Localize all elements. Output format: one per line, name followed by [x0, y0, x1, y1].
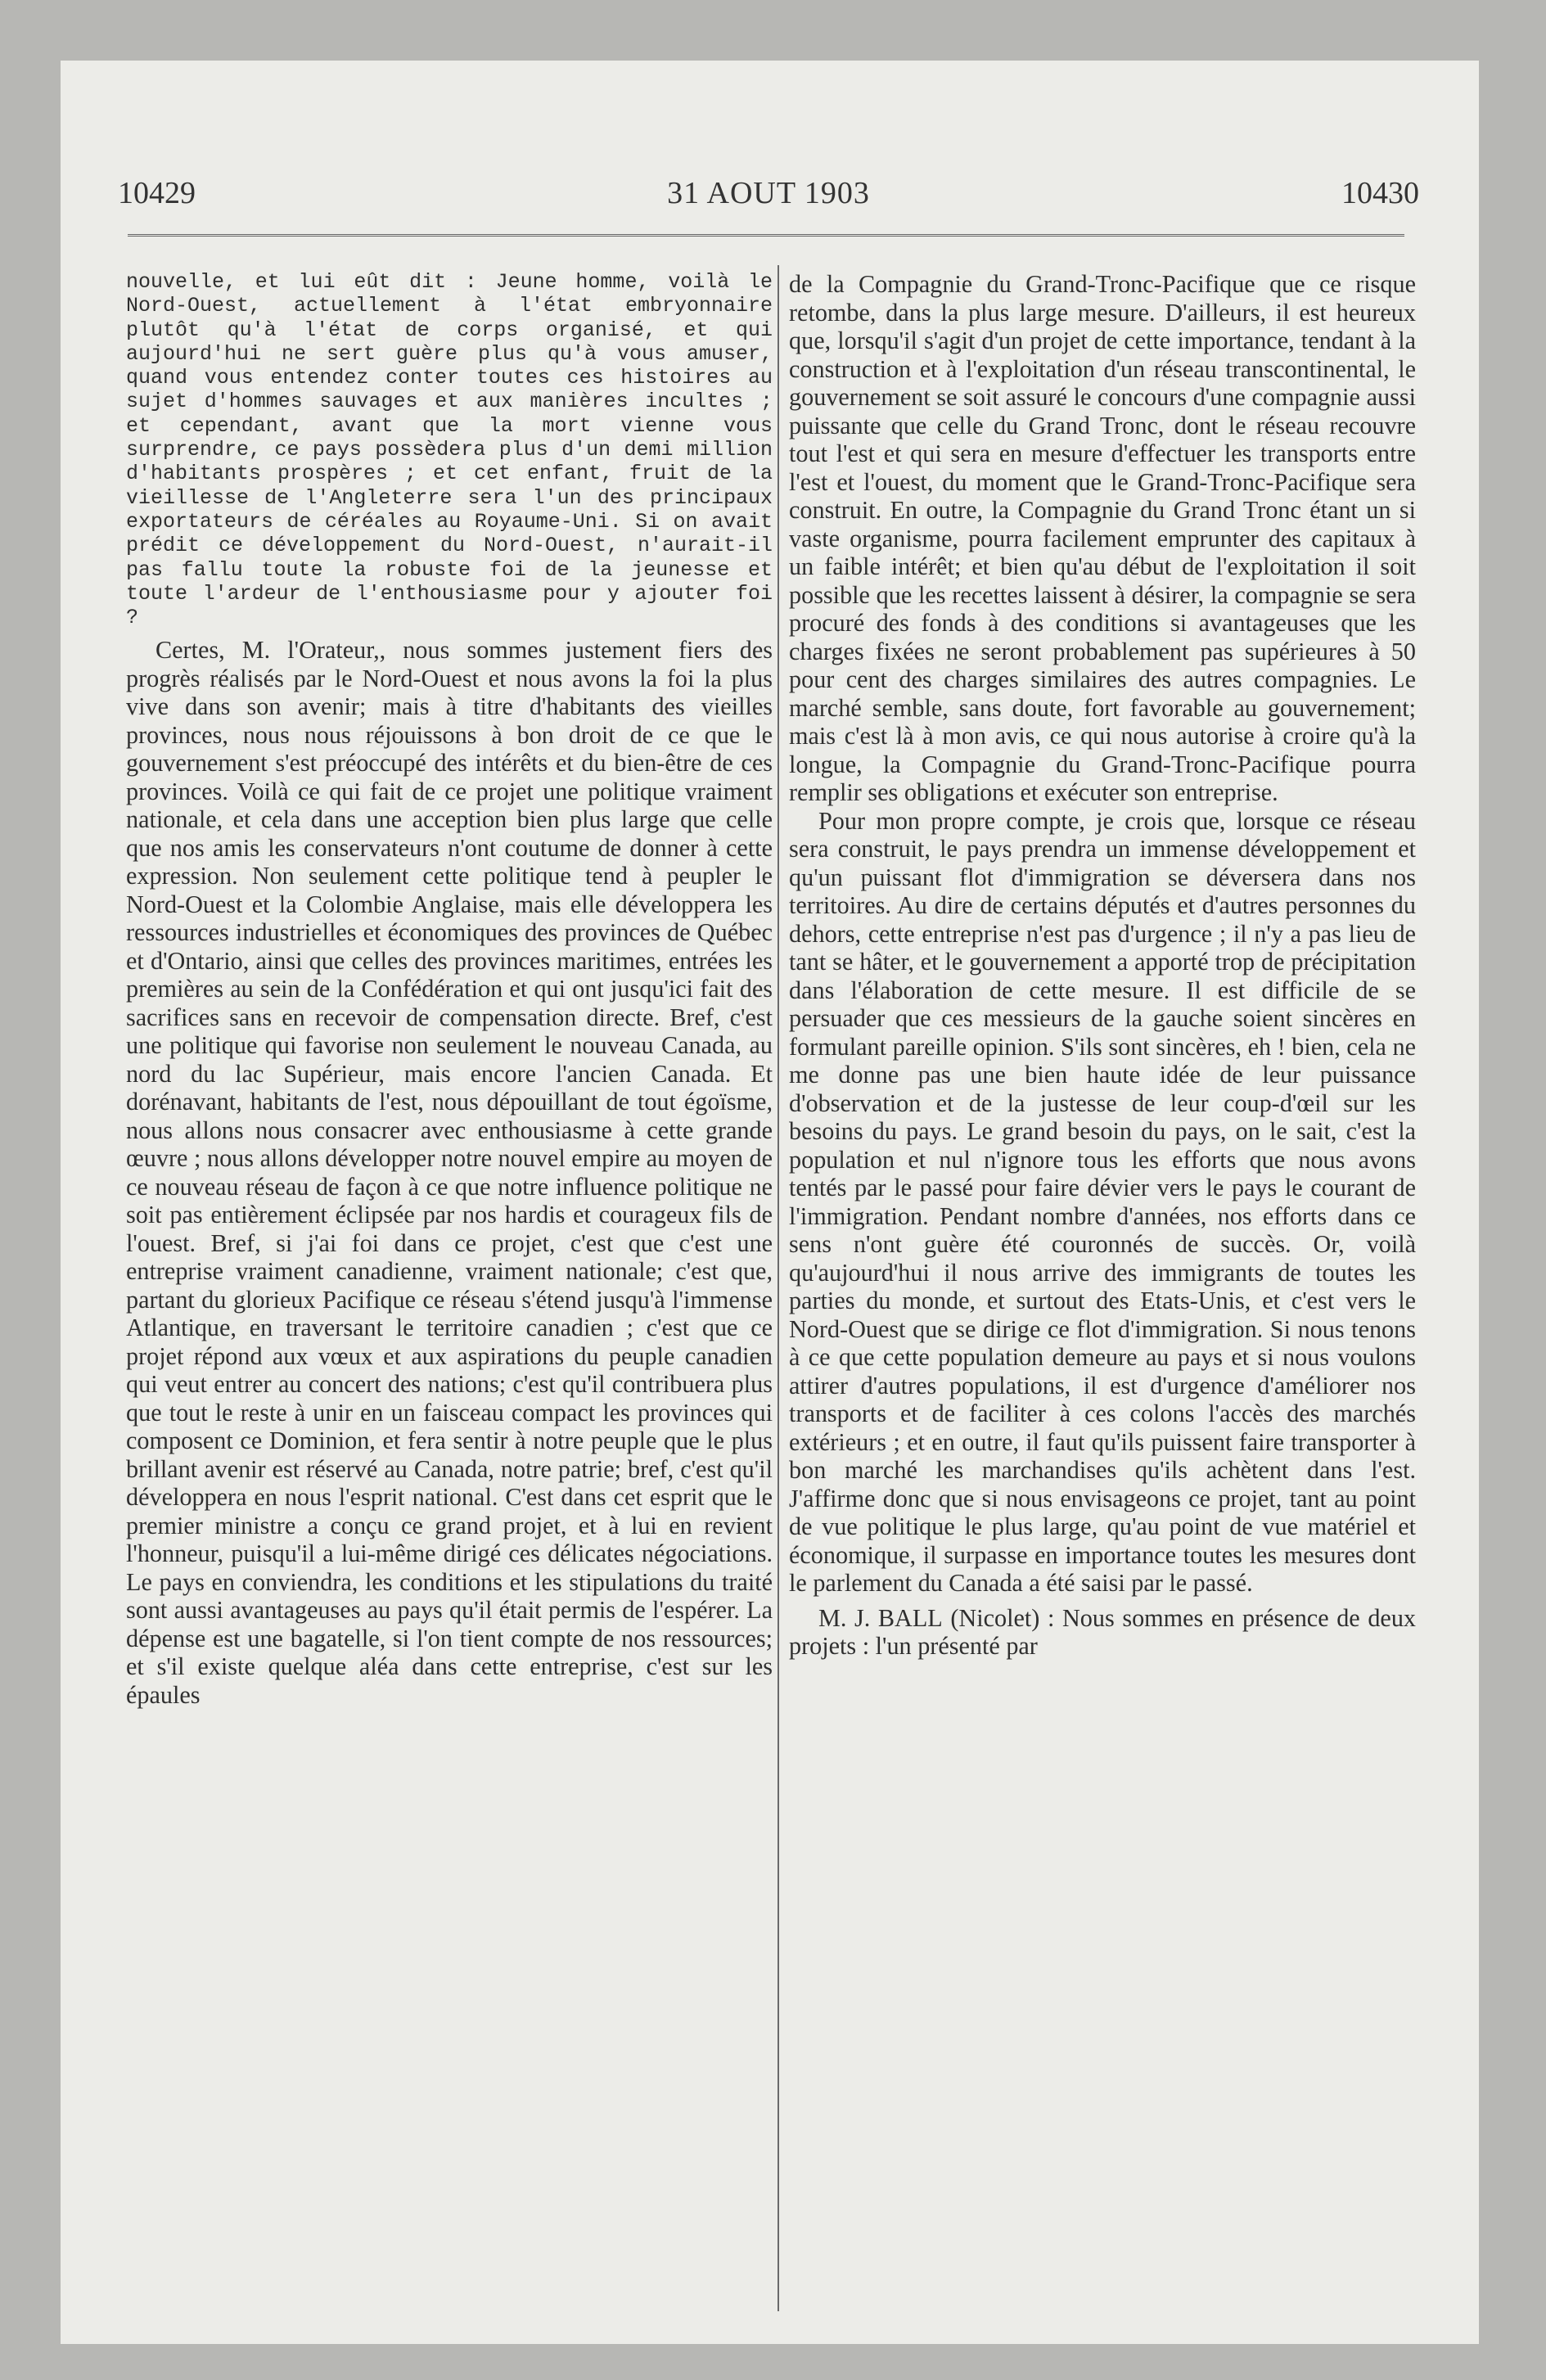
page-header: [118, 175, 1419, 224]
right-paragraph-2: Pour mon propre compte, je crois que, lorsque ce réseau sera construit, le pays prendra un immense développement et qu'un puissant flot d'immigration se déversera dans nos territoires. Au dire de certains députés et d'autres personnes du dehors, cette entreprise n'est pas d'urgence ; il n'y a pas lieu de tant se hâter, et le gouvernement a apporté trop de précipitation dans l'élaboration de cette mesure. Il est difficile de se persuader que ces messieurs de la gauche soient sincères en formulant pareille opinion. S'ils sont sincères, eh ! bien, cela ne me donne pas une bien haute idée de leur puissance d'observation et de la justesse de leur coup-d'œil sur les besoins du pays. Le grand besoin du pays, on le sait, c'est la population et nul n'ignore tous les efforts que nous avons tentés par le passé pour faire dévier vers le pays le courant de l'immigration. Pendant nombre d'années, nos efforts dans ce sens n'ont guère été couronnés de succès. Or, voilà qu'aujourd'hui il nous arrive des immigrants de toutes les parties du monde, et surtout des Etats-Unis, et c'est vers le Nord-Ouest que se dirige ce flot d'immigration. Si nous tenons à ce que cette population demeure au pays et si nous voulons attirer d'autres populations, il est d'urgence d'améliorer nos transports et de faciliter à ces colons l'accès des marchés extérieurs ; et en outre, il faut qu'ils puissent faire transporter à bon marché les marchandises qu'ils achètent dans l'est. J'affirme donc que si nous envisageons ce projet, tant au point de vue politique le plus large, qu'au point de vue matériel et économique, il surpasse en importance toutes les mesures dont le parlement du Canada a été saisi par le passé.: [789, 806, 1416, 1597]
header-rule: [128, 234, 1404, 238]
speaker-riding: (Nicolet) :: [950, 1603, 1055, 1632]
left-paragraph-2: Certes, M. l'Orateur,, nous sommes justement fiers des progrès réalisés par le Nord-Ouest et nous avons la foi la plus vive dans son avenir; mais à titre d'habitants des vieilles provinces, nous nous réjouissons à bon droit de ce que le gouvernement s'est préoccupé des intérêts et du bien-être de ces provinces. Voilà ce qui fait de ce projet une politique vraiment nationale, et cela dans une acception bien plus large que celle que nos amis les conservateurs n'ont coutume de donner à cette expression. Non seulement cette politique tend à peupler le Nord-Ouest et la Colombie Anglaise, mais elle développera les ressources industrielles et économiques des provinces de Québec et d'Ontario, ainsi que celles des provinces maritimes, entrées les premières au sein de la Confédération et qui ont jusqu'ici fait des sacrifices sans en recevoir de compensation directe. Bref, c'est une politique qui favorise non seulement le nouveau Canada, au nord du lac Supérieur, mais encore l'ancien Canada. Et dorénavant, habitants de l'est, nous dépouillant de tout égoïsme, nous allons nous consacrer avec enthousiasme à cette grande œuvre ; nous allons développer notre nouvel empire au moyen de ce nouveau réseau de façon à ce que notre influence politique ne soit pas entièrement éclipsée par nos hardis et courageux fils de l'ouest. Bref, si j'ai foi dans ce projet, c'est que c'est une entreprise vraiment canadienne, vraiment nationale; c'est que, partant du glorieux Pacifique ce réseau s'étend jusqu'à l'immense Atlantique, en traversant le territoire canadien ; c'est que ce projet répond aux vœux et aux aspirations du peuple canadien qui veut entrer au concert des nations; c'est qu'il contribuera plus que tout le reste à unir en un faisceau compact les provinces qui composent ce Dominion, et fera sentir à notre peuple que le plus brillant avenir est réservé au Canada, notre patrie; bref, c'est qu'il développera en nous l'esprit national. C'est dans cet esprit que le premier ministre a conçu ce grand projet, et à lui en revient l'honneur, puisqu'il a lui-même dirigé ces délicates négociations. Le pays en conviendra, les conditions et les stipulations du traité sont aussi avantageuses au pays qu'il était permis de l'espérer. La dépense est une bagatelle, si l'on tient compte de nos ressources; et s'il existe quelque aléa dans cette entreprise, c'est sur les épaules: [126, 636, 773, 1709]
right-column: [789, 270, 1416, 1661]
right-paragraph-3: [789, 1604, 1416, 1661]
page-number-right: 10430: [1341, 176, 1419, 210]
left-paragraph-1: nouvelle, et lui eût dit : Jeune homme, voilà le Nord-Ouest, actuellement à l'état embryonnaire plutôt qu'à l'état de corps organisé, et qui aujourd'hui ne sert guère plus qu'à vous amuser, quand vous entendez conter toutes ces histoires au sujet d'hommes sauvages et aux manières incultes ; et cependant, avant que la mort vienne vous surprendre, ce pays possèdera plus d'un demi million d'habitants prospères ; et cet enfant, fruit de la vieillesse de l'Angleterre sera l'un des principaux exportateurs de céréales au Royaume-Uni. Si on avait prédit ce développement du Nord-Ouest, n'aurait-il pas fallu toute la robuste foi de la jeunesse et toute l'ardeur de l'enthousiasme pour y ajouter foi ?: [126, 270, 773, 630]
speaker-text: Nous sommes en présence de deux projets : l'un présenté par: [789, 1603, 1417, 1660]
page-sheet: [61, 61, 1479, 2344]
speaker-name: M. J. BALL: [818, 1603, 943, 1632]
page-date: 31 AOUT 1903: [667, 176, 870, 210]
page-number-left: 10429: [118, 176, 196, 210]
left-column: [126, 270, 773, 1709]
right-paragraph-1: de la Compagnie du Grand-Tronc-Pacifique que ce risque retombe, dans la plus large mesure. D'ailleurs, il est heureux que, lorsqu'il s'agit d'un projet de cette importance, tendant à la construction et à l'exploitation d'un réseau transcontinental, le gouvernement se soit assuré le concours d'une compagnie aussi puissante que celle du Grand Tronc, dont le réseau recouvre tout l'est et qui sera en mesure d'effectuer les transports entre l'est et l'ouest, du moment que le Grand-Tronc-Pacifique sera construit. En outre, la Compagnie du Grand Tronc étant un si vaste organisme, pourra facilement emprunter des capitaux à un faible intérêt; et bien qu'au début de l'exploitation il soit possible que les recettes laissent à désirer, la compagnie se sera procuré des fonds à des conditions si avantageuses que les charges fixées ne seront probablement pas supérieures à 50 pour cent des charges similaires des autres compagnies. Le marché semble, sans doute, fort favorable au gouvernement; mais c'est là à mon avis, ce qui nous autorise à croire qu'à la longue, la Compagnie du Grand-Tronc-Pacifique pourra remplir ses obligations et exécuter son entreprise.: [789, 270, 1416, 806]
column-divider: [778, 265, 779, 2311]
